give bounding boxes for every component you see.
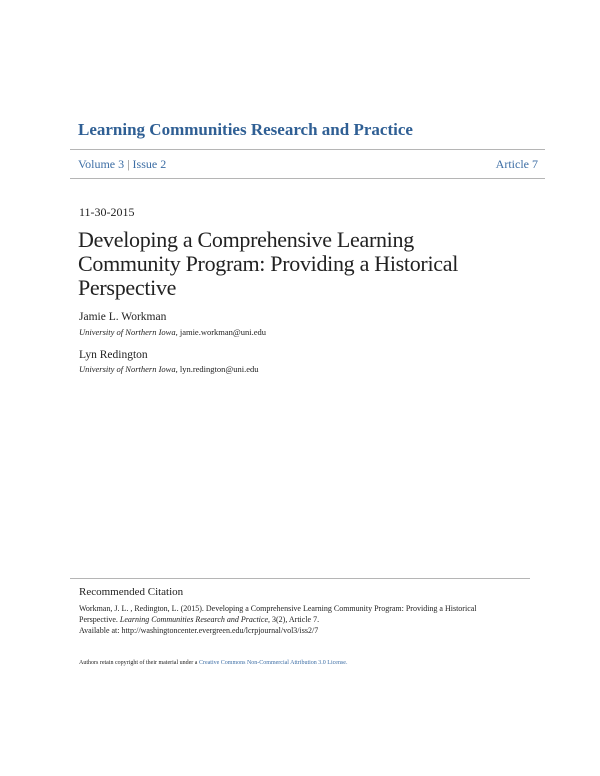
license-link[interactable]: Creative Commons Non-Commercial Attribution 3.0 License. (198, 660, 348, 666)
article-title (78, 228, 518, 300)
title-line-1: Developing a Comprehensive Learning (78, 227, 414, 252)
divider (70, 578, 530, 579)
author-name: Lyn Redington (79, 349, 148, 361)
citation-text-part: , 3(2), Article 7. (268, 615, 320, 624)
publication-date: 11-30-2015 (79, 205, 135, 219)
author-email[interactable]: , lyn.redington@uni.edu (175, 364, 259, 374)
citation-url[interactable]: Available at: http://washingtoncenter.evergreen.edu/lcrpjournal/vol3/iss2/7 (79, 626, 319, 635)
citation-line-1: Workman, J. L. , Redington, L. (2015). Developing a Comprehensive Learning Community Program: Providing a Historical (79, 604, 477, 613)
citation-line-2 (79, 614, 509, 625)
issue-bar (70, 149, 545, 179)
recommended-citation-heading: Recommended Citation (79, 586, 184, 598)
volume-issue (78, 157, 166, 172)
copyright-footer (79, 660, 347, 666)
author-institution: University of Northern Iowa (79, 364, 176, 374)
author-institution: University of Northern Iowa (79, 327, 176, 337)
title-line-2: Community Program: Providing a Historical (78, 251, 459, 276)
issue-link[interactable]: Issue 2 (132, 157, 167, 171)
author-name: Jamie L. Workman (79, 311, 167, 323)
author-affiliation (79, 364, 258, 374)
volume-link[interactable]: Volume 3 (78, 157, 125, 171)
author-affiliation (79, 327, 266, 337)
citation-text-part: Perspective. (79, 615, 120, 624)
author-email[interactable]: , jamie.workman@uni.edu (175, 327, 267, 337)
citation-text (79, 603, 509, 636)
separator: | (127, 157, 130, 171)
footer-text: Authors retain copyright of their material under a (79, 660, 199, 666)
article-link[interactable]: Article 7 (495, 157, 538, 171)
title-line-3: Perspective (78, 275, 177, 300)
citation-journal: Learning Communities Research and Practice (119, 615, 268, 624)
journal-title[interactable]: Learning Communities Research and Practice (78, 120, 413, 139)
